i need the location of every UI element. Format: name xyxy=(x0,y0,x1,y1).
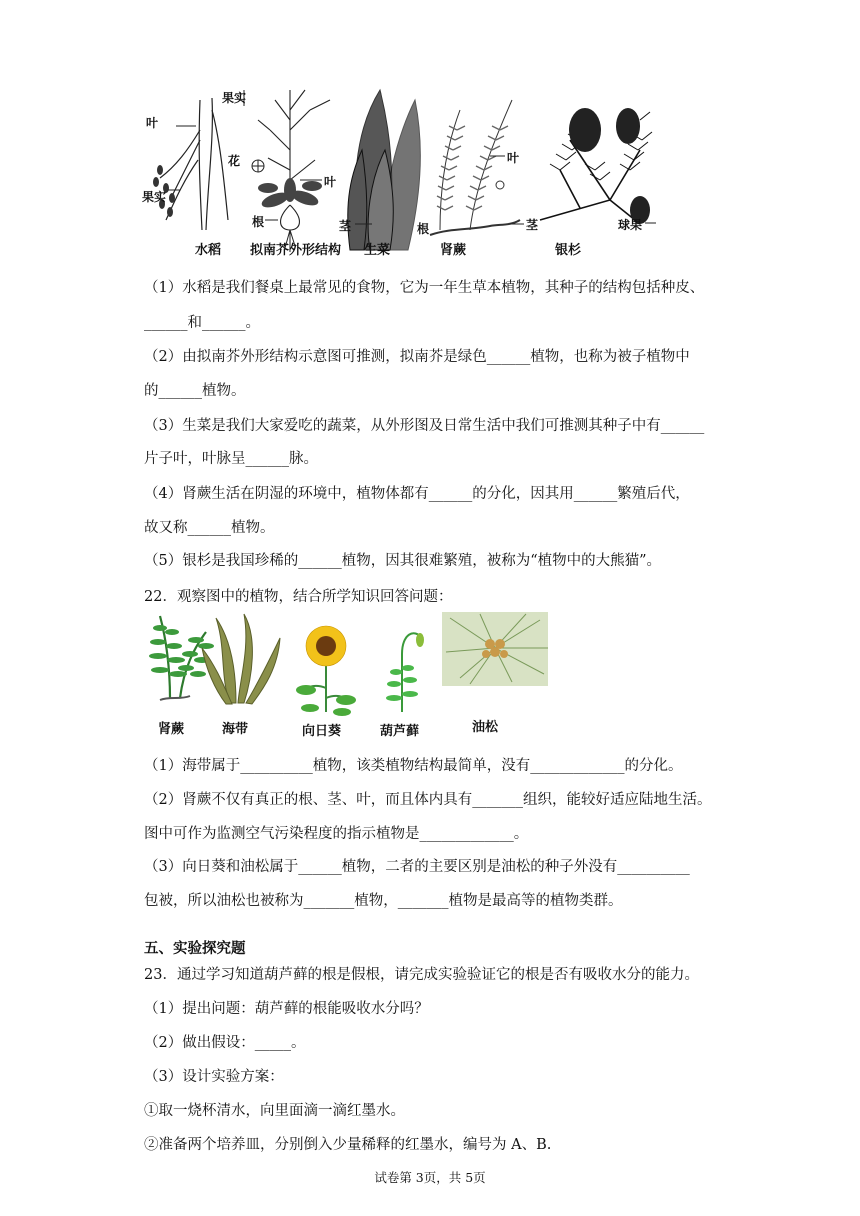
label-lettuce-stem: 茎 xyxy=(339,219,352,233)
page-footer: 试卷第 3页，共 5页 xyxy=(374,1170,486,1185)
caption-rice: 水稻 xyxy=(195,243,222,258)
caption-arabidopsis: 拟南芥外形结构 xyxy=(250,243,342,258)
label-fern-leaf: 叶 xyxy=(507,151,520,165)
plant-figure-2 xyxy=(140,608,560,740)
q21-part2-line1: （2）由拟南芥外形结构示意图可推测，拟南芥是绿色______植物，也称为被子植物中 xyxy=(144,349,690,365)
q23-step-hypothesis: （2）做出假设：_____。 xyxy=(144,1035,306,1051)
plant-drawings-1 xyxy=(140,70,660,260)
label-arabidopsis-root: 根 xyxy=(252,215,265,229)
q22-title: 22．观察图中的植物，结合所学知识回答问题： xyxy=(144,589,453,605)
label-rice-fruit: 果实 xyxy=(142,190,167,204)
caption-sunflower: 向日葵 xyxy=(302,724,342,739)
label-arabidopsis-leaf: 叶 xyxy=(324,175,337,189)
section5-heading: 五、实验探究题 xyxy=(144,940,246,957)
q21-part1-line2: ______和______。 xyxy=(144,315,260,331)
label-arabidopsis-fruit: 果实 xyxy=(222,91,247,105)
q22-part3-line2: 包被，所以油松也被称为_______植物，_______植物是最高等的植物类群。 xyxy=(144,893,623,909)
q21-part1-line1: （1）水稻是我们餐桌上最常见的食物，它为一年生草本植物，其种子的结构包括种皮、 xyxy=(144,280,705,296)
q22-part2-line1: （2）肾蕨不仅有真正的根、茎、叶，而且体内具有_______组织，能较好适应陆地生活。 xyxy=(144,792,712,808)
caption-pine: 油松 xyxy=(472,720,499,735)
q22-part2-line2: 图中可作为监测空气污染程度的指示植物是_____________。 xyxy=(144,826,529,842)
caption-lettuce: 生菜 xyxy=(364,243,391,258)
q21-part2-line2: 的______植物。 xyxy=(144,383,246,399)
q23-step-question: （1）提出问题：葫芦藓的根能吸收水分吗？ xyxy=(144,1001,429,1017)
q21-part3-line2: 片子叶，叶脉呈______脉。 xyxy=(144,451,318,467)
label-arabidopsis-flower: 花 xyxy=(228,154,241,168)
q23-procedure-1: ①取一烧杯清水，向里面滴一滴红墨水。 xyxy=(144,1103,405,1119)
label-fir-cone: 球果 xyxy=(618,218,643,232)
q23-procedure-2: ②准备两个培养皿，分别倒入少量稀释的红墨水，编号为 A、B. xyxy=(144,1137,552,1153)
caption-fern-2: 肾蕨 xyxy=(158,722,185,737)
caption-fir: 银杉 xyxy=(555,243,582,258)
q21-part4-line1: （4）肾蕨生活在阴湿的环境中，植物体都有______的分化，因其用______繁殖后代， xyxy=(144,486,690,502)
caption-fern: 肾蕨 xyxy=(440,243,467,258)
q22-part3-line1: （3）向日葵和油松属于______植物，二者的主要区别是油松的种子外没有__________ xyxy=(144,859,690,875)
label-rice-leaf: 叶 xyxy=(146,116,159,130)
label-fern-stem: 茎 xyxy=(526,218,539,232)
caption-kelp: 海带 xyxy=(222,722,249,737)
caption-moss: 葫芦藓 xyxy=(380,724,420,739)
q21-part3-line1: （3）生菜是我们大家爱吃的蔬菜，从外形图及日常生活中我们可推测其种子中有______ xyxy=(144,418,705,434)
q23-step-design: （3）设计实验方案： xyxy=(144,1069,284,1085)
q21-part5: （5）银杉是我国珍稀的______植物，因其很难繁殖，被称为“植物中的大熊猫”。 xyxy=(144,553,662,569)
q22-part1: （1）海带属于__________植物，该类植物结构最简单，没有_____________的分化。 xyxy=(144,758,683,774)
q23-intro: 23．通过学习知道葫芦藓的根是假根，请完成实验验证它的根是否有吸收水分的能力。 xyxy=(144,967,699,983)
plant-figure-1 xyxy=(140,70,660,260)
q21-part4-line2: 故又称______植物。 xyxy=(144,520,275,536)
label-fern-root: 根 xyxy=(417,222,430,236)
